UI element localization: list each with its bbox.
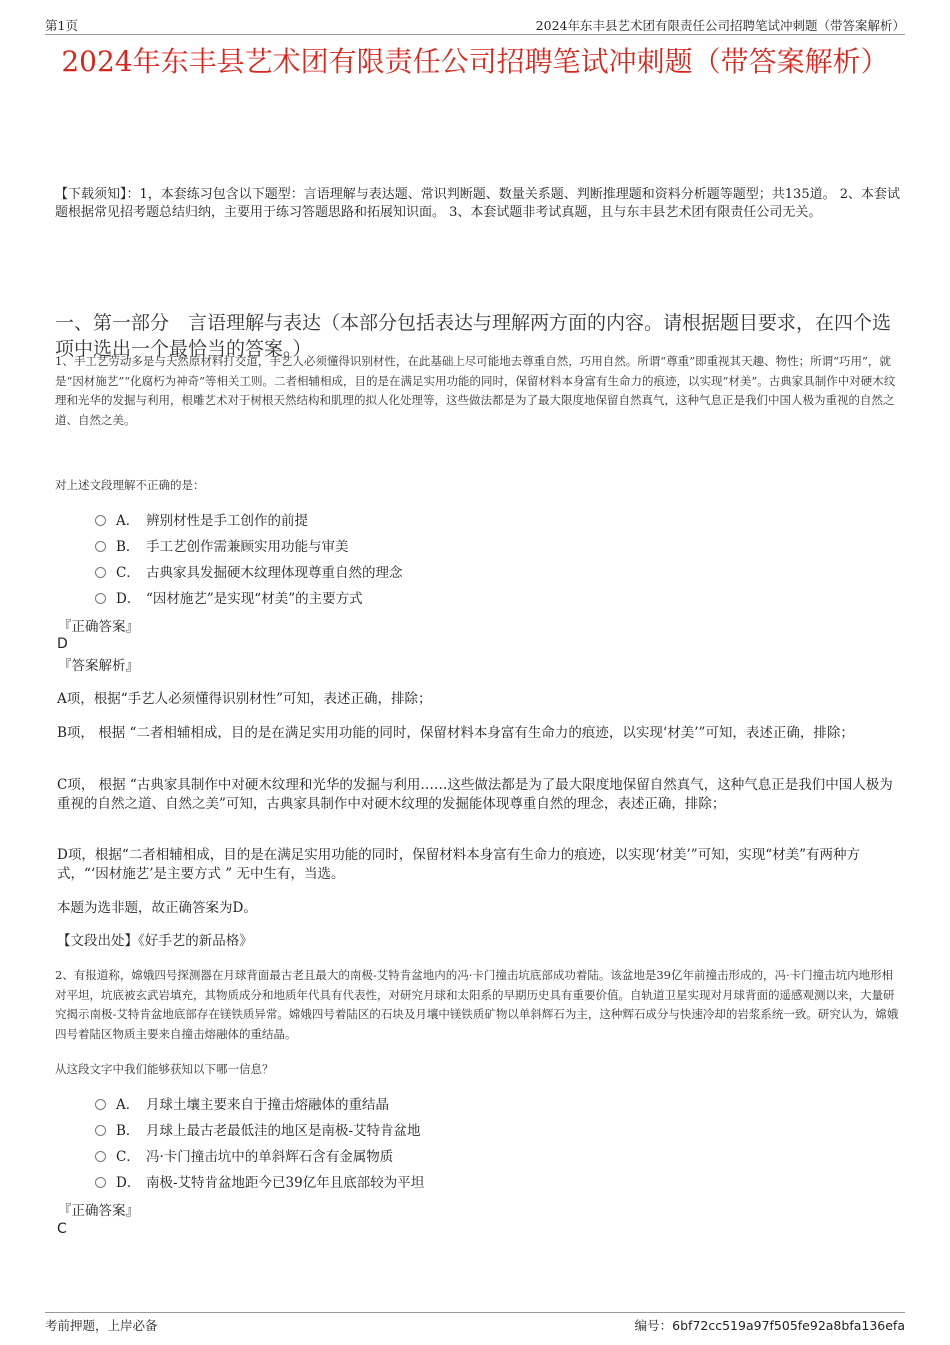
q1-answer-label: 『正确答案』 — [58, 619, 139, 635]
download-notice: 【下载须知】：1，本套练习包含以下题型：言语理解与表达题、常识判断题、数量关系题、判断推理题和资料分析题等题型；共135道。 2、本套试题根据常见招考题总结归纳，主要用于练习答题思路和拓展知识面。 3、本套试题非考试真题，且与东丰县艺术团有限责任公司无关。 — [55, 187, 900, 220]
q1-option-b[interactable]: B． 手工艺创作需兼顾实用功能与审美 — [95, 537, 349, 557]
radio-icon[interactable] — [95, 593, 106, 604]
q1-source: 【文段出处】《好手艺的新品格》 — [57, 933, 253, 949]
page-number: 第1页 — [45, 18, 78, 33]
q2-option-a[interactable]: A． 月球土壤主要来自于撞击熔融体的重结晶 — [95, 1095, 389, 1115]
radio-icon[interactable] — [95, 567, 106, 578]
question-1-prompt: 对上述文段理解不正确的是： — [55, 478, 205, 492]
q2-option-c[interactable]: C． 冯·卡门撞击坑中的单斜辉石含有金属物质 — [95, 1147, 393, 1167]
question-1-text: 1、手工艺劳动多是与天然原材料打交道，手艺人必须懂得识别材性，在此基础上尽可能地去尊重自然，巧用自然。所谓“尊重”即重视其天趣、物性；所谓“巧用”，就是“因材施艺”“化腐朽为神奇”等相关工则。二者相辅相成，目的是在满足实用功能的同时，保留材料本身富有生命力的痕迹，以实现“材美”。古典家具制作中对硬木纹理和光华的发掘与利用，根雕艺术对于树根天然结构和肌理的拟人化处理等，这些做法都是为了最大限度地保留自然真气，这种气息正是我们中国人极为重视的自然之道、自然之美。 — [55, 354, 896, 427]
q1-option-a[interactable]: A． 辨别材性是手工创作的前提 — [95, 511, 308, 531]
q1-analysis-label: 『答案解析』 — [58, 658, 139, 674]
q2-answer: C — [57, 1221, 67, 1237]
header-doc-title: 2024年东丰县艺术团有限责任公司招聘笔试冲刺题（带答案解析） — [535, 18, 905, 33]
radio-icon[interactable] — [95, 515, 106, 526]
q1-option-c[interactable]: C． 古典家具发掘硬木纹理体现尊重自然的理念 — [95, 563, 403, 583]
q1-answer: D — [57, 636, 68, 652]
q1-option-d[interactable]: D． “因材施艺”是实现“材美”的主要方式 — [95, 589, 363, 609]
radio-icon[interactable] — [95, 1099, 106, 1110]
section-heading: 一、第一部分 言语理解与表达（本部分包括表达与理解两方面的内容。请根据题目要求，在四个选项中选出一个最恰当的答案。） — [55, 312, 892, 360]
question-2-prompt: 从这段文字中我们能够获知以下哪一信息？ — [55, 1062, 274, 1076]
q1-analysis-a: A项，根据“手艺人必须懂得识别材性”可知，表述正确，排除； — [57, 691, 432, 707]
q2-option-b[interactable]: B． 月球上最古老最低洼的地区是南极-艾特肯盆地 — [95, 1121, 421, 1141]
q1-analysis-b: B项， 根据 “二者相辅相成，目的是在满足实用功能的同时，保留材料本身富有生命力的痕迹，以实现‘材美’”可知，表述正确，排除； — [57, 725, 854, 741]
question-2-text: 2、有报道称，嫦娥四号探测器在月球背面最古老且最大的南极-艾特肯盆地内的冯·卡门撞击坑底部成功着陆。该盆地是39亿年前撞击形成的，冯·卡门撞击坑内地形相对平坦，坑底被玄武岩填充，其物质成分和地质年代具有代表性，对研究月球和太阳系的早期历史具有重要价值。自轨道卫星实现对月球背面的遥感观测以来，大量研究揭示南极-艾特肯盆地底部存在镁铁质异常。嫦娥四号着陆区的石块及月壤中镁铁质矿物以单斜辉石为主，这种辉石成分与快速冷却的岩浆系统一致。研究认为，嫦娥四号着陆区物质主要来自撞击熔融体的重结晶。 — [55, 968, 899, 1041]
footer-code: 编号：6bf72cc519a97f505fe92a8bfa136efa — [634, 1318, 905, 1333]
radio-icon[interactable] — [95, 1125, 106, 1136]
document-title: 2024年东丰县艺术团有限责任公司招聘笔试冲刺题（带答案解析） — [61, 45, 889, 78]
q1-conclusion: 本题为选非题，故正确答案为D。 — [57, 900, 257, 916]
radio-icon[interactable] — [95, 1151, 106, 1162]
q2-option-d[interactable]: D． 南极-艾特肯盆地距今已39亿年且底部较为平坦 — [95, 1173, 424, 1193]
q1-analysis-d: D项，根据“二者相辅相成，目的是在满足实用功能的同时，保留材料本身富有生命力的痕迹，以实现‘材美’”可知，实现“材美”有两种方式，“‘因材施艺’是主要方式 ” 无中生有，当选。 — [57, 847, 861, 882]
q1-analysis-c: C项， 根据 “古典家具制作中对硬木纹理和光华的发掘与利用……这些做法都是为了最大限度地保留自然真气，这种气息正是我们中国人极为重视的自然之道、自然之美”可知，古典家具制作中对硬木纹理的发掘能体现尊重自然的理念，表述正确，排除； — [57, 777, 893, 812]
radio-icon[interactable] — [95, 1177, 106, 1188]
radio-icon[interactable] — [95, 541, 106, 552]
page-footer — [45, 1312, 905, 1335]
page-header — [45, 14, 905, 35]
q2-answer-label: 『正确答案』 — [58, 1203, 139, 1219]
footer-slogan: 考前押题，上岸必备 — [45, 1318, 158, 1333]
